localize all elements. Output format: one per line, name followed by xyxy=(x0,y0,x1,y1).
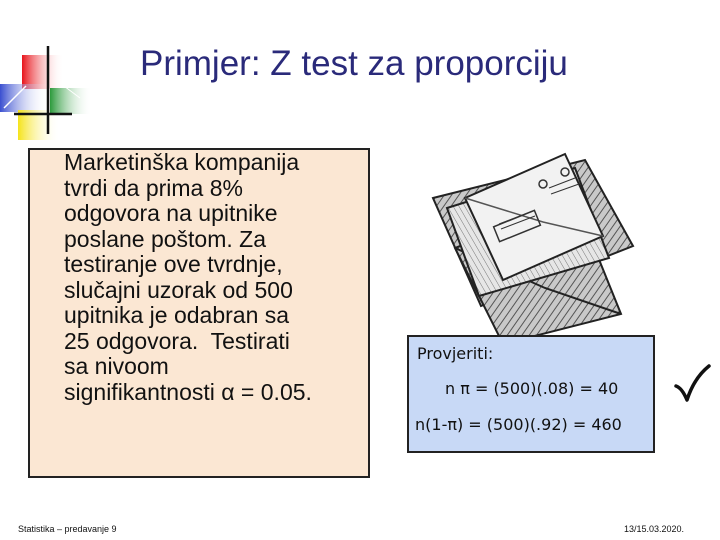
verify-line-2: n(1-π) = (500)(.92) = 460 xyxy=(415,415,622,434)
slide-logo-icon xyxy=(0,0,100,140)
footer-course: Statistika – predavanje 9 xyxy=(18,524,117,534)
verify-title: Provjeriti: xyxy=(417,344,494,363)
envelopes-icon xyxy=(425,138,635,348)
verify-line-1: n π = (500)(.08) = 40 xyxy=(445,379,619,398)
slide-title: Primjer: Z test za proporciju xyxy=(140,44,568,83)
verify-box xyxy=(407,335,655,453)
problem-text-box xyxy=(28,148,370,478)
problem-text: Marketinška kompanija tvrdi da prima 8% odgovora na upitnike poslane poštom. Za testiranje ove tvrdnje, slučajni uzorak od 500 upitnika je odabran sa 25 odgovora. Testirati sa nivoom signifikantnosti α = 0.05. xyxy=(64,149,312,405)
footer-date: 13/15.03.2020. xyxy=(624,524,685,534)
checkmark-icon xyxy=(672,362,712,406)
